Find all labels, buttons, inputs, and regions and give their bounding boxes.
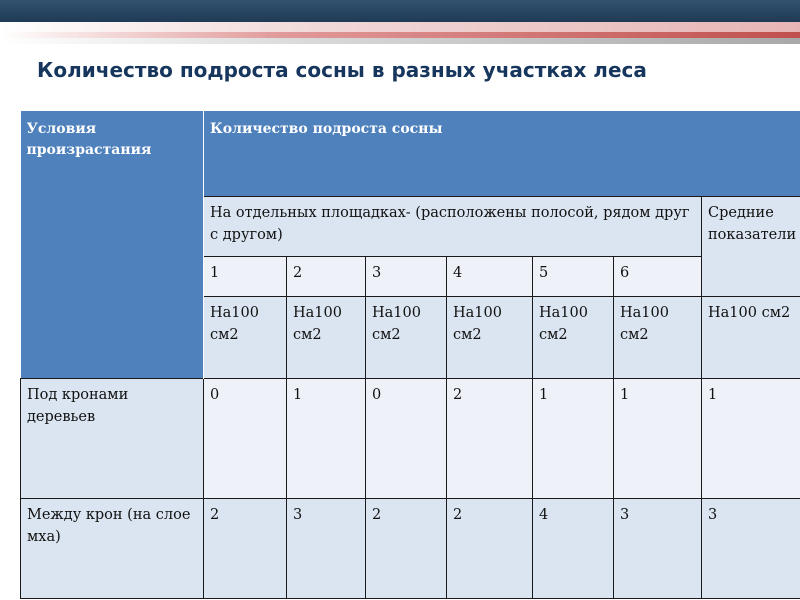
value-cell: 3 [287, 498, 366, 598]
value-cell: 1 [533, 378, 614, 498]
average-cell: 3 [702, 498, 800, 598]
site-number-cell: 6 [614, 256, 702, 296]
top-decor-gray-band [0, 38, 800, 44]
value-cell: 0 [366, 378, 447, 498]
site-number-cell: 3 [366, 256, 447, 296]
pine-growth-table [20, 111, 800, 599]
table-row [21, 498, 800, 598]
value-cell: 0 [204, 378, 287, 498]
condition-header: Условия произрастания [21, 111, 204, 378]
row-condition-label: Между крон (на слое мха) [21, 498, 204, 598]
unit-cell: На100 см2 [533, 296, 614, 378]
site-number-cell: 5 [533, 256, 614, 296]
value-cell: 2 [447, 378, 533, 498]
quantity-header: Количество подроста сосны [204, 111, 800, 196]
slide-title: Количество подроста сосны в разных участках леса [37, 58, 647, 82]
average-header: Средние показатели [702, 196, 800, 296]
unit-cell: На100 см2 [447, 296, 533, 378]
value-cell: 1 [614, 378, 702, 498]
row-condition-label: Под кронами деревьев [21, 378, 204, 498]
site-number-cell: 1 [204, 256, 287, 296]
value-cell: 2 [447, 498, 533, 598]
unit-cell: На100 см2 [204, 296, 287, 378]
unit-cell: На100 см2 [287, 296, 366, 378]
unit-cell: На100 см2 [614, 296, 702, 378]
value-cell: 1 [287, 378, 366, 498]
unit-cell: На100 см2 [366, 296, 447, 378]
site-number-cell: 4 [447, 256, 533, 296]
top-decor-dark-band [0, 0, 800, 22]
top-decor-light-band [0, 22, 800, 32]
value-cell: 4 [533, 498, 614, 598]
table-row [21, 378, 800, 498]
average-cell: 1 [702, 378, 800, 498]
value-cell: 3 [614, 498, 702, 598]
sites-header: На отдельных площадках- (расположены полосой, рядом друг с другом) [204, 196, 702, 256]
site-number-cell: 2 [287, 256, 366, 296]
unit-cell: На100 см2 [702, 296, 800, 378]
value-cell: 2 [204, 498, 287, 598]
header-row-main [21, 111, 800, 196]
value-cell: 2 [366, 498, 447, 598]
